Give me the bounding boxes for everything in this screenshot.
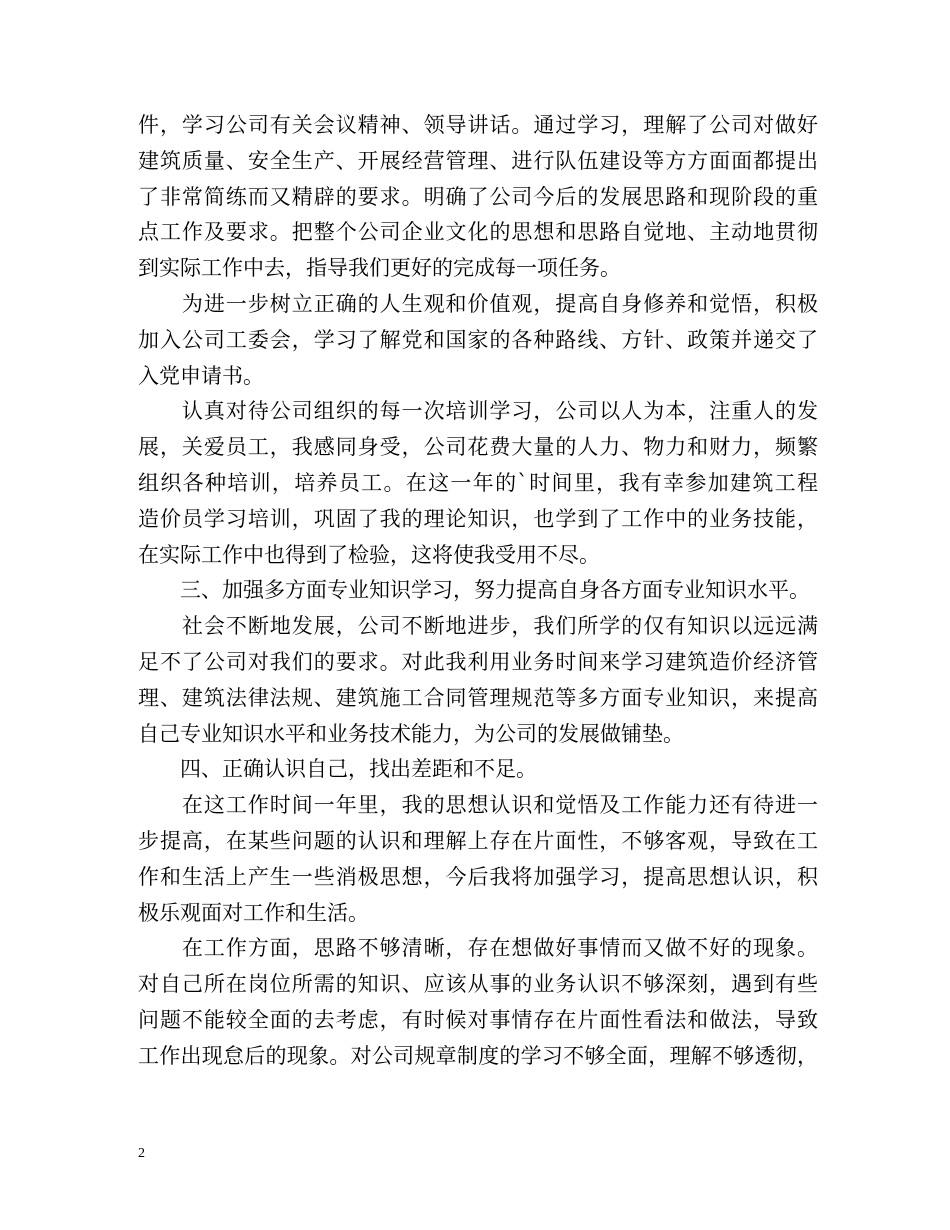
text-line: 件，学习公司有关会议精神、领导讲话。通过学习，理解了公司对做好	[138, 113, 818, 137]
text-line: 了非常简练而又精辟的要求。明确了公司今后的发展思路和现阶段的重	[138, 184, 818, 209]
text-line: 展，关爱员工，我感同身受，公司花费大量的人力、物力和财力，频繁	[138, 435, 818, 460]
page-number: 2	[138, 1146, 145, 1161]
text-line: 在实际工作中也得到了检验，这将使我受用不尽。	[138, 542, 600, 567]
text-line: 点工作及要求。把整个公司企业文化的思想和思路自觉地、主动地贯彻	[138, 220, 818, 245]
text-line: 四、正确认识自己，找出差距和不足。	[138, 757, 537, 782]
text-line: 在工作方面，思路不够清晰，存在想做好事情而又做不好的现象。	[138, 936, 818, 961]
text-line: 理、建筑法律法规、建筑施工合同管理规范等多方面专业知识，来提高	[138, 685, 818, 710]
text-line: 为进一步树立正确的人生观和价值观，提高自身修养和觉悟，积极	[138, 291, 818, 316]
text-line: 入党申请书。	[138, 363, 264, 388]
text-line: 组织各种培训，培养员工。在这一年的`时间里，我有幸参加建筑工程	[138, 470, 818, 495]
text-line: 作和生活上产生一些消极思想，今后我将加强学习，提高思想认识，积	[138, 864, 818, 889]
text-line: 三、加强多方面专业知识学习，努力提高自身各方面专业知识水平。	[138, 578, 810, 603]
text-line: 建筑质量、安全生产、开展经营管理、进行队伍建设等方方面面都提出	[138, 148, 818, 173]
document-body	[138, 108, 818, 1075]
text-line: 自己专业知识水平和业务技术能力，为公司的发展做铺垫。	[138, 721, 684, 746]
text-line: 对自己所在岗位所需的知识、应该从事的业务认识不够深刻，遇到有些	[138, 972, 818, 997]
text-line: 极乐观面对工作和生活。	[138, 900, 369, 925]
text-line: 足不了公司对我们的要求。对此我利用业务时间来学习建筑造价经济管	[138, 649, 818, 674]
text-line: 在这工作时间一年里，我的思想认识和觉悟及工作能力还有待进一	[138, 793, 818, 818]
text-line: 步提高，在某些问题的认识和理解上存在片面性，不够客观，导致在工	[138, 828, 818, 853]
text-line: 问题不能较全面的去考虑，有时候对事情存在片面性看法和做法，导致	[138, 1007, 818, 1032]
text-line: 工作出现怠后的现象。对公司规章制度的学习不够全面，理解不够透彻，	[138, 1043, 818, 1068]
text-line: 社会不断地发展，公司不断地进步，我们所学的仅有知识以远远满	[138, 614, 818, 639]
text-line: 造价员学习培训，巩固了我的理论知识，也学到了工作中的业务技能，	[138, 506, 818, 531]
text-line: 认真对待公司组织的每一次培训学习，公司以人为本，注重人的发	[138, 399, 818, 424]
text-line: 加入公司工委会，学习了解党和国家的各种路线、方针、政策并递交了	[138, 327, 818, 352]
text-line: 到实际工作中去，指导我们更好的完成每一项任务。	[138, 256, 621, 281]
